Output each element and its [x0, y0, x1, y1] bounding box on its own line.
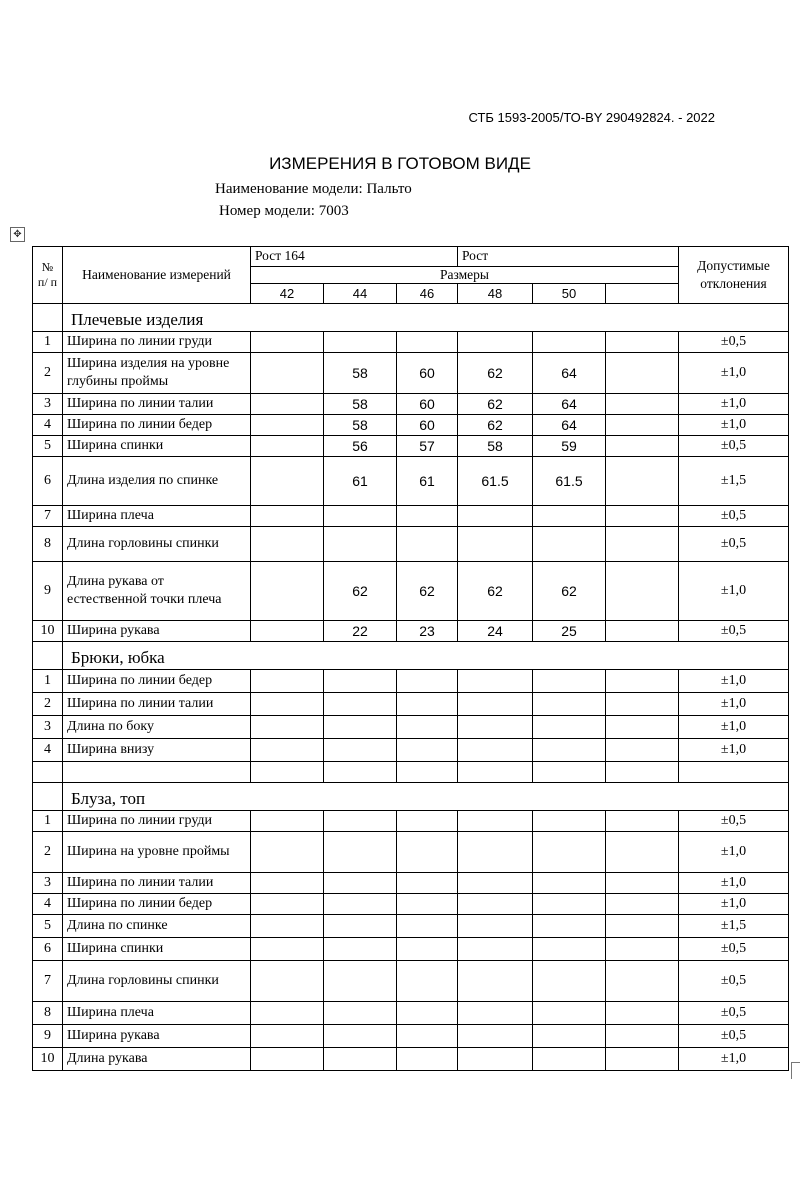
tolerance-value: ±0,5 [679, 1002, 789, 1025]
measurement-value [397, 915, 458, 938]
table-row [33, 1002, 789, 1025]
tolerance-value: ±1,0 [679, 693, 789, 716]
row-number: 3 [33, 394, 63, 415]
measurement-value [251, 506, 324, 527]
measurement-value: 64 [533, 394, 606, 415]
empty-row [33, 762, 789, 783]
empty-cell [458, 762, 533, 783]
measurement-name: Ширина по линии груди [63, 811, 251, 832]
tolerance-value: ±1,0 [679, 716, 789, 739]
row-number: 3 [33, 716, 63, 739]
section-row [33, 642, 789, 670]
measurement-value: 61.5 [533, 457, 606, 506]
measurement-value: 62 [458, 353, 533, 394]
measurement-value: 59 [533, 436, 606, 457]
header-sizes: Размеры [251, 266, 679, 284]
measurement-value: 56 [324, 436, 397, 457]
table-row [33, 961, 789, 1002]
table-row [33, 1048, 789, 1071]
measurement-name: Длина горловины спинки [63, 961, 251, 1002]
measurement-value [251, 670, 324, 693]
measurement-value: 62 [458, 415, 533, 436]
measurement-value [606, 394, 679, 415]
measurement-value [458, 1002, 533, 1025]
standard-reference: СТБ 1593-2005/ТО-BY 290492824. - 2022 [468, 110, 715, 125]
measurement-name: Длина горловины спинки [63, 527, 251, 562]
row-number: 8 [33, 527, 63, 562]
measurement-value [458, 1025, 533, 1048]
measurement-value [324, 1002, 397, 1025]
empty-cell [533, 762, 606, 783]
measurement-name: Ширина по линии бедер [63, 670, 251, 693]
row-number: 4 [33, 415, 63, 436]
empty-cell [606, 762, 679, 783]
row-number: 1 [33, 670, 63, 693]
measurement-value [606, 436, 679, 457]
measurement-value [458, 961, 533, 1002]
measurement-value [606, 506, 679, 527]
measurement-value: 25 [533, 621, 606, 642]
measurement-value [251, 1048, 324, 1071]
measurement-value [606, 332, 679, 353]
measurement-value: 62 [533, 562, 606, 621]
measurement-value: 64 [533, 353, 606, 394]
measurement-name: Ширина спинки [63, 938, 251, 961]
measurement-value [251, 873, 324, 894]
measurement-name: Ширина по линии талии [63, 873, 251, 894]
tolerance-value: ±1,5 [679, 915, 789, 938]
measurement-value [324, 1048, 397, 1071]
measurement-value [251, 739, 324, 762]
measurement-value [606, 1002, 679, 1025]
measurement-value [251, 527, 324, 562]
measurement-value [397, 894, 458, 915]
table-row [33, 832, 789, 873]
measurement-value [458, 332, 533, 353]
size-header: 48 [458, 284, 533, 304]
tolerance-value: ±1,0 [679, 873, 789, 894]
measurement-value [324, 693, 397, 716]
measurement-name: Ширина плеча [63, 1002, 251, 1025]
measurement-value [606, 1025, 679, 1048]
measurement-value [251, 457, 324, 506]
table-row [33, 716, 789, 739]
section-number-cell [33, 783, 63, 811]
measurement-name: Ширина рукава [63, 621, 251, 642]
measurement-value [533, 332, 606, 353]
measurement-name: Ширина изделия на уровне глубины проймы [63, 353, 251, 394]
measurement-name: Длина по боку [63, 716, 251, 739]
table-row [33, 436, 789, 457]
measurement-value: 22 [324, 621, 397, 642]
table-row [33, 457, 789, 506]
measurement-value [251, 1025, 324, 1048]
tolerance-value: ±1,0 [679, 415, 789, 436]
measurement-value [533, 1002, 606, 1025]
tolerance-value: ±0,5 [679, 436, 789, 457]
measurement-value [533, 739, 606, 762]
empty-cell [397, 762, 458, 783]
row-number: 5 [33, 915, 63, 938]
row-number: 7 [33, 506, 63, 527]
tolerance-value: ±1,0 [679, 894, 789, 915]
measurement-value [458, 506, 533, 527]
measurement-name: Ширина плеча [63, 506, 251, 527]
measurement-value [397, 1025, 458, 1048]
measurement-value [397, 1048, 458, 1071]
model-name: Наименование модели: Пальто [215, 181, 412, 197]
section-title: Брюки, юбка [63, 642, 789, 670]
measurement-value [324, 527, 397, 562]
measurement-value [324, 739, 397, 762]
tolerance-value: ±0,5 [679, 621, 789, 642]
measurement-value [533, 811, 606, 832]
measurement-value [533, 506, 606, 527]
row-number: 8 [33, 1002, 63, 1025]
measurement-value [251, 811, 324, 832]
section-title: Плечевые изделия [63, 304, 789, 332]
model-number: Номер модели: 7003 [219, 203, 349, 219]
measurement-value [533, 961, 606, 1002]
measurement-value [606, 1048, 679, 1071]
measurement-value: 58 [324, 353, 397, 394]
empty-cell [324, 762, 397, 783]
tolerance-value: ±1,0 [679, 670, 789, 693]
measurement-value: 64 [533, 415, 606, 436]
section-row [33, 304, 789, 332]
table-row [33, 739, 789, 762]
row-number: 2 [33, 832, 63, 873]
measurement-value [533, 716, 606, 739]
section-row [33, 783, 789, 811]
measurement-value [606, 562, 679, 621]
measurement-value [397, 527, 458, 562]
measurement-value [533, 527, 606, 562]
measurement-value [251, 832, 324, 873]
measurement-name: Длина рукава от естественной точки плеча [63, 562, 251, 621]
measurement-value: 60 [397, 415, 458, 436]
measurement-name: Ширина спинки [63, 436, 251, 457]
measurement-name: Ширина внизу [63, 739, 251, 762]
table-row [33, 693, 789, 716]
table-row [33, 1025, 789, 1048]
table-row [33, 670, 789, 693]
measurement-value [533, 915, 606, 938]
measurement-value [324, 811, 397, 832]
size-header: 50 [533, 284, 606, 304]
measurement-value [606, 915, 679, 938]
measurement-value: 57 [397, 436, 458, 457]
measurement-value [458, 527, 533, 562]
measurement-value [606, 621, 679, 642]
measurement-value [606, 415, 679, 436]
measurement-value [458, 832, 533, 873]
measurement-value [533, 938, 606, 961]
measurement-value [458, 1048, 533, 1071]
tolerance-value: ±1,0 [679, 739, 789, 762]
row-number: 10 [33, 1048, 63, 1071]
table-row [33, 527, 789, 562]
measurement-value: 58 [324, 415, 397, 436]
measurement-value [458, 915, 533, 938]
measurement-name: Ширина по линии талии [63, 693, 251, 716]
size-header: 46 [397, 284, 458, 304]
measurement-value [533, 693, 606, 716]
measurement-value [606, 873, 679, 894]
measurement-name: Ширина рукава [63, 1025, 251, 1048]
table-row [33, 621, 789, 642]
header-measure-name: Наименование измерений [63, 247, 251, 304]
measurement-value [251, 716, 324, 739]
measurement-value [533, 894, 606, 915]
header-height-1: Рост 164 [251, 247, 458, 267]
tolerance-value: ±1,0 [679, 1048, 789, 1071]
measurement-value [533, 832, 606, 873]
measurement-name: Длина по спинке [63, 915, 251, 938]
row-number: 1 [33, 811, 63, 832]
measurement-value [606, 811, 679, 832]
row-number: 9 [33, 562, 63, 621]
table-row [33, 353, 789, 394]
table-row [33, 894, 789, 915]
tolerance-value: ±0,5 [679, 938, 789, 961]
header-row-rost [33, 247, 789, 267]
measurement-value: 60 [397, 394, 458, 415]
tolerance-value: ±1,0 [679, 832, 789, 873]
table-row [33, 562, 789, 621]
measurement-value [324, 961, 397, 1002]
measurement-value: 61 [324, 457, 397, 506]
measurement-value [458, 739, 533, 762]
measurement-value: 23 [397, 621, 458, 642]
measurement-value [397, 811, 458, 832]
section-number-cell [33, 642, 63, 670]
table-body [33, 247, 789, 1071]
measurement-value [251, 894, 324, 915]
measurement-value [397, 938, 458, 961]
section-title: Блуза, топ [63, 783, 789, 811]
measurement-name: Ширина по линии бедер [63, 894, 251, 915]
measurement-value [533, 873, 606, 894]
measurement-value [251, 693, 324, 716]
measurement-value [606, 670, 679, 693]
measurement-value [324, 1025, 397, 1048]
row-number: 4 [33, 739, 63, 762]
measurement-value [324, 894, 397, 915]
tolerance-value: ±1,0 [679, 394, 789, 415]
measurement-value [397, 832, 458, 873]
measurement-value [397, 739, 458, 762]
measurement-value: 61 [397, 457, 458, 506]
tolerance-value: ±1,5 [679, 457, 789, 506]
tolerance-value: ±0,5 [679, 961, 789, 1002]
row-number: 10 [33, 621, 63, 642]
empty-cell [63, 762, 251, 783]
measurement-value [458, 938, 533, 961]
tolerance-value: ±0,5 [679, 1025, 789, 1048]
row-number: 5 [33, 436, 63, 457]
table-row [33, 873, 789, 894]
measurement-value: 24 [458, 621, 533, 642]
measurement-value [397, 693, 458, 716]
measurement-value [397, 332, 458, 353]
tolerance-value: ±0,5 [679, 811, 789, 832]
measurement-value [251, 621, 324, 642]
table-row [33, 915, 789, 938]
table-row [33, 811, 789, 832]
measurement-value [533, 1048, 606, 1071]
measurement-value [458, 894, 533, 915]
measurement-value [606, 353, 679, 394]
measurement-value [251, 562, 324, 621]
row-number: 6 [33, 457, 63, 506]
measurement-name: Ширина по линии бедер [63, 415, 251, 436]
size-header: 44 [324, 284, 397, 304]
measurement-name: Длина рукава [63, 1048, 251, 1071]
measurement-value [251, 353, 324, 394]
table-row [33, 415, 789, 436]
measurement-value [251, 915, 324, 938]
measurement-value [458, 716, 533, 739]
measurement-value [397, 670, 458, 693]
header-number: № п/ п [33, 247, 63, 304]
measurement-value [397, 873, 458, 894]
empty-cell [679, 762, 789, 783]
measurement-value [251, 415, 324, 436]
header-height-2: Рост [458, 247, 679, 267]
measurement-value [324, 332, 397, 353]
size-header [606, 284, 679, 304]
tolerance-value: ±0,5 [679, 506, 789, 527]
measurement-value [606, 527, 679, 562]
tolerance-value: ±0,5 [679, 527, 789, 562]
measurement-value [251, 938, 324, 961]
measurement-value [606, 716, 679, 739]
row-number: 2 [33, 353, 63, 394]
measurement-value [458, 811, 533, 832]
measurement-value: 58 [458, 436, 533, 457]
measurement-name: Длина изделия по спинке [63, 457, 251, 506]
tolerance-value: ±1,0 [679, 353, 789, 394]
measurement-value [324, 938, 397, 961]
size-header: 42 [251, 284, 324, 304]
measurement-value [251, 1002, 324, 1025]
section-number-cell [33, 304, 63, 332]
row-number: 2 [33, 693, 63, 716]
row-number: 1 [33, 332, 63, 353]
empty-cell [33, 762, 63, 783]
header-tolerance: Допустимые отклонения [679, 247, 789, 304]
measurement-value [606, 457, 679, 506]
table-row [33, 332, 789, 353]
tolerance-value: ±1,0 [679, 562, 789, 621]
measurement-value: 60 [397, 353, 458, 394]
measurement-value: 62 [324, 562, 397, 621]
measurement-name: Ширина по линии груди [63, 332, 251, 353]
measurement-value: 61.5 [458, 457, 533, 506]
row-number: 6 [33, 938, 63, 961]
row-number: 7 [33, 961, 63, 1002]
measurement-value [606, 739, 679, 762]
measurement-value [458, 693, 533, 716]
measurement-value [324, 670, 397, 693]
measurement-value: 62 [397, 562, 458, 621]
measurement-value [251, 961, 324, 1002]
page-corner-mark [791, 1062, 800, 1079]
measurement-value [324, 506, 397, 527]
measurement-value [397, 506, 458, 527]
measurement-value [606, 961, 679, 1002]
measurements-table [32, 246, 789, 1071]
table-row [33, 938, 789, 961]
row-number: 9 [33, 1025, 63, 1048]
table-row [33, 506, 789, 527]
measurement-value [251, 436, 324, 457]
measurement-value: 62 [458, 394, 533, 415]
tolerance-value: ±0,5 [679, 332, 789, 353]
document-title: ИЗМЕРЕНИЯ В ГОТОВОМ ВИДЕ [269, 154, 531, 173]
measurement-value [324, 873, 397, 894]
measurement-value [458, 670, 533, 693]
measurement-value [397, 716, 458, 739]
measurement-value [324, 716, 397, 739]
row-number: 3 [33, 873, 63, 894]
measurement-value [533, 670, 606, 693]
measurement-value [251, 332, 324, 353]
measurement-name: Ширина на уровне проймы [63, 832, 251, 873]
table-row [33, 394, 789, 415]
measurement-value [324, 832, 397, 873]
row-number: 4 [33, 894, 63, 915]
table-move-handle-icon[interactable]: ✥ [10, 227, 25, 242]
measurement-value [458, 873, 533, 894]
measurement-value [397, 961, 458, 1002]
measurement-value [251, 394, 324, 415]
measurement-value [324, 915, 397, 938]
measurement-value: 58 [324, 394, 397, 415]
measurement-value [533, 1025, 606, 1048]
measurement-value [397, 1002, 458, 1025]
measurement-value [606, 693, 679, 716]
measurement-name: Ширина по линии талии [63, 394, 251, 415]
empty-cell [251, 762, 324, 783]
measurement-value [606, 894, 679, 915]
measurement-value [606, 938, 679, 961]
measurement-value: 62 [458, 562, 533, 621]
measurement-value [606, 832, 679, 873]
